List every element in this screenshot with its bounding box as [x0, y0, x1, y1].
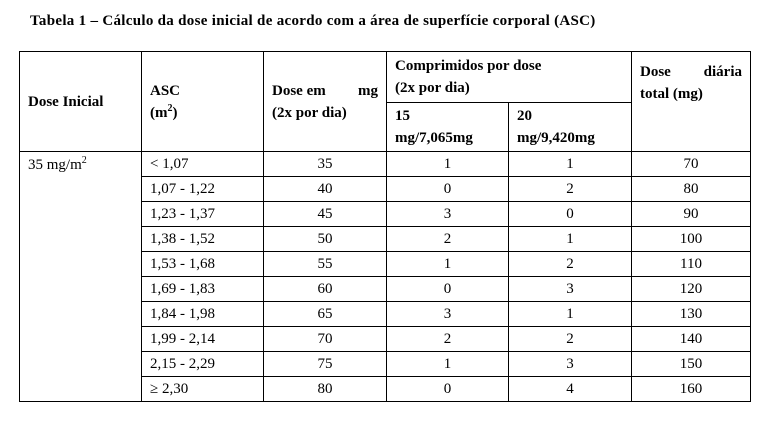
dose-mg-sub: (2x por dia)	[272, 104, 347, 121]
cell-dose: 45	[264, 202, 387, 227]
cell-tab20: 1	[509, 302, 632, 327]
cell-asc: 1,99 - 2,14	[142, 327, 264, 352]
comprimidos-sub: (2x por dia)	[395, 80, 470, 96]
cell-tab20: 2	[509, 327, 632, 352]
table-caption: Tabela 1 – Cálculo da dose inicial de acordo com a área de superfície corporal (ASC)	[30, 13, 596, 29]
cell-dose: 75	[264, 352, 387, 377]
cell-tab20: 3	[509, 352, 632, 377]
header-asc	[142, 52, 264, 152]
daily-sub: total (mg)	[640, 86, 703, 102]
asc-unit-sup: 2	[167, 102, 173, 114]
cell-dose: 55	[264, 252, 387, 277]
cell-tab15: 3	[387, 202, 509, 227]
cell-tab20: 4	[509, 377, 632, 402]
cell-total: 90	[632, 202, 751, 227]
daily-a: Dose	[640, 64, 671, 80]
cell-asc: 1,23 - 1,37	[142, 202, 264, 227]
header-dose-mg-line	[272, 80, 378, 102]
cell-asc: < 1,07	[142, 152, 264, 177]
cell-total: 130	[632, 302, 751, 327]
cell-tab15: 2	[387, 327, 509, 352]
cell-dose: 40	[264, 177, 387, 202]
cell-tab15: 0	[387, 377, 509, 402]
cell-total: 150	[632, 352, 751, 377]
cell-asc: 1,69 - 1,83	[142, 277, 264, 302]
cell-total: 140	[632, 327, 751, 352]
header-asc-label: ASC	[150, 82, 181, 99]
header-asc-unit	[150, 102, 255, 124]
cell-tab20: 0	[509, 202, 632, 227]
cell-asc: 1,84 - 1,98	[142, 302, 264, 327]
dose-table	[19, 51, 751, 402]
daily-b: diária	[703, 64, 742, 80]
cell-tab15: 0	[387, 277, 509, 302]
cell-dose: 70	[264, 327, 387, 352]
cell-total: 100	[632, 227, 751, 252]
header-dose-inicial-label: Dose Inicial	[28, 93, 104, 110]
table-header	[20, 52, 751, 152]
cell-dose: 60	[264, 277, 387, 302]
cell-dose: 65	[264, 302, 387, 327]
cell-total: 70	[632, 152, 751, 177]
initial-dose-cell	[20, 152, 142, 402]
tab20-b: mg/9,420mg	[517, 130, 595, 146]
dose-mg-b: mg	[358, 82, 378, 99]
table-row	[20, 152, 751, 177]
cell-total: 160	[632, 377, 751, 402]
header-tab15	[387, 103, 509, 152]
cell-dose: 80	[264, 377, 387, 402]
cell-tab15: 3	[387, 302, 509, 327]
cell-tab20: 3	[509, 277, 632, 302]
cell-tab15: 1	[387, 152, 509, 177]
tab15-b: mg/7,065mg	[395, 130, 473, 146]
initial-dose-base: 35 mg/m	[28, 157, 82, 173]
cell-asc: ≥ 2,30	[142, 377, 264, 402]
asc-unit-end: )	[172, 104, 178, 121]
header-tab20	[509, 103, 632, 152]
cell-total: 110	[632, 252, 751, 277]
cell-tab15: 0	[387, 177, 509, 202]
cell-asc: 1,38 - 1,52	[142, 227, 264, 252]
cell-tab15: 2	[387, 227, 509, 252]
header-comprimidos	[387, 52, 632, 103]
cell-tab20: 1	[509, 152, 632, 177]
asc-unit-base: (m	[150, 104, 168, 121]
cell-tab15: 1	[387, 252, 509, 277]
cell-tab20: 1	[509, 227, 632, 252]
cell-total: 80	[632, 177, 751, 202]
tab15-a: 15	[395, 108, 410, 124]
header-dose-inicial	[20, 52, 142, 152]
initial-dose-sup: 2	[81, 155, 87, 166]
dose-mg-a: Dose em	[272, 82, 326, 99]
cell-tab20: 2	[509, 177, 632, 202]
cell-asc: 1,07 - 1,22	[142, 177, 264, 202]
daily-line	[640, 61, 742, 83]
cell-dose: 35	[264, 152, 387, 177]
cell-tab15: 1	[387, 352, 509, 377]
cell-dose: 50	[264, 227, 387, 252]
cell-tab20: 2	[509, 252, 632, 277]
cell-asc: 2,15 - 2,29	[142, 352, 264, 377]
tab20-a: 20	[517, 108, 532, 124]
table-body	[20, 152, 751, 402]
cell-total: 120	[632, 277, 751, 302]
header-daily-total	[632, 52, 751, 152]
comprimidos-label: Comprimidos por dose	[395, 58, 542, 74]
cell-asc: 1,53 - 1,68	[142, 252, 264, 277]
header-dose-mg	[264, 52, 387, 152]
